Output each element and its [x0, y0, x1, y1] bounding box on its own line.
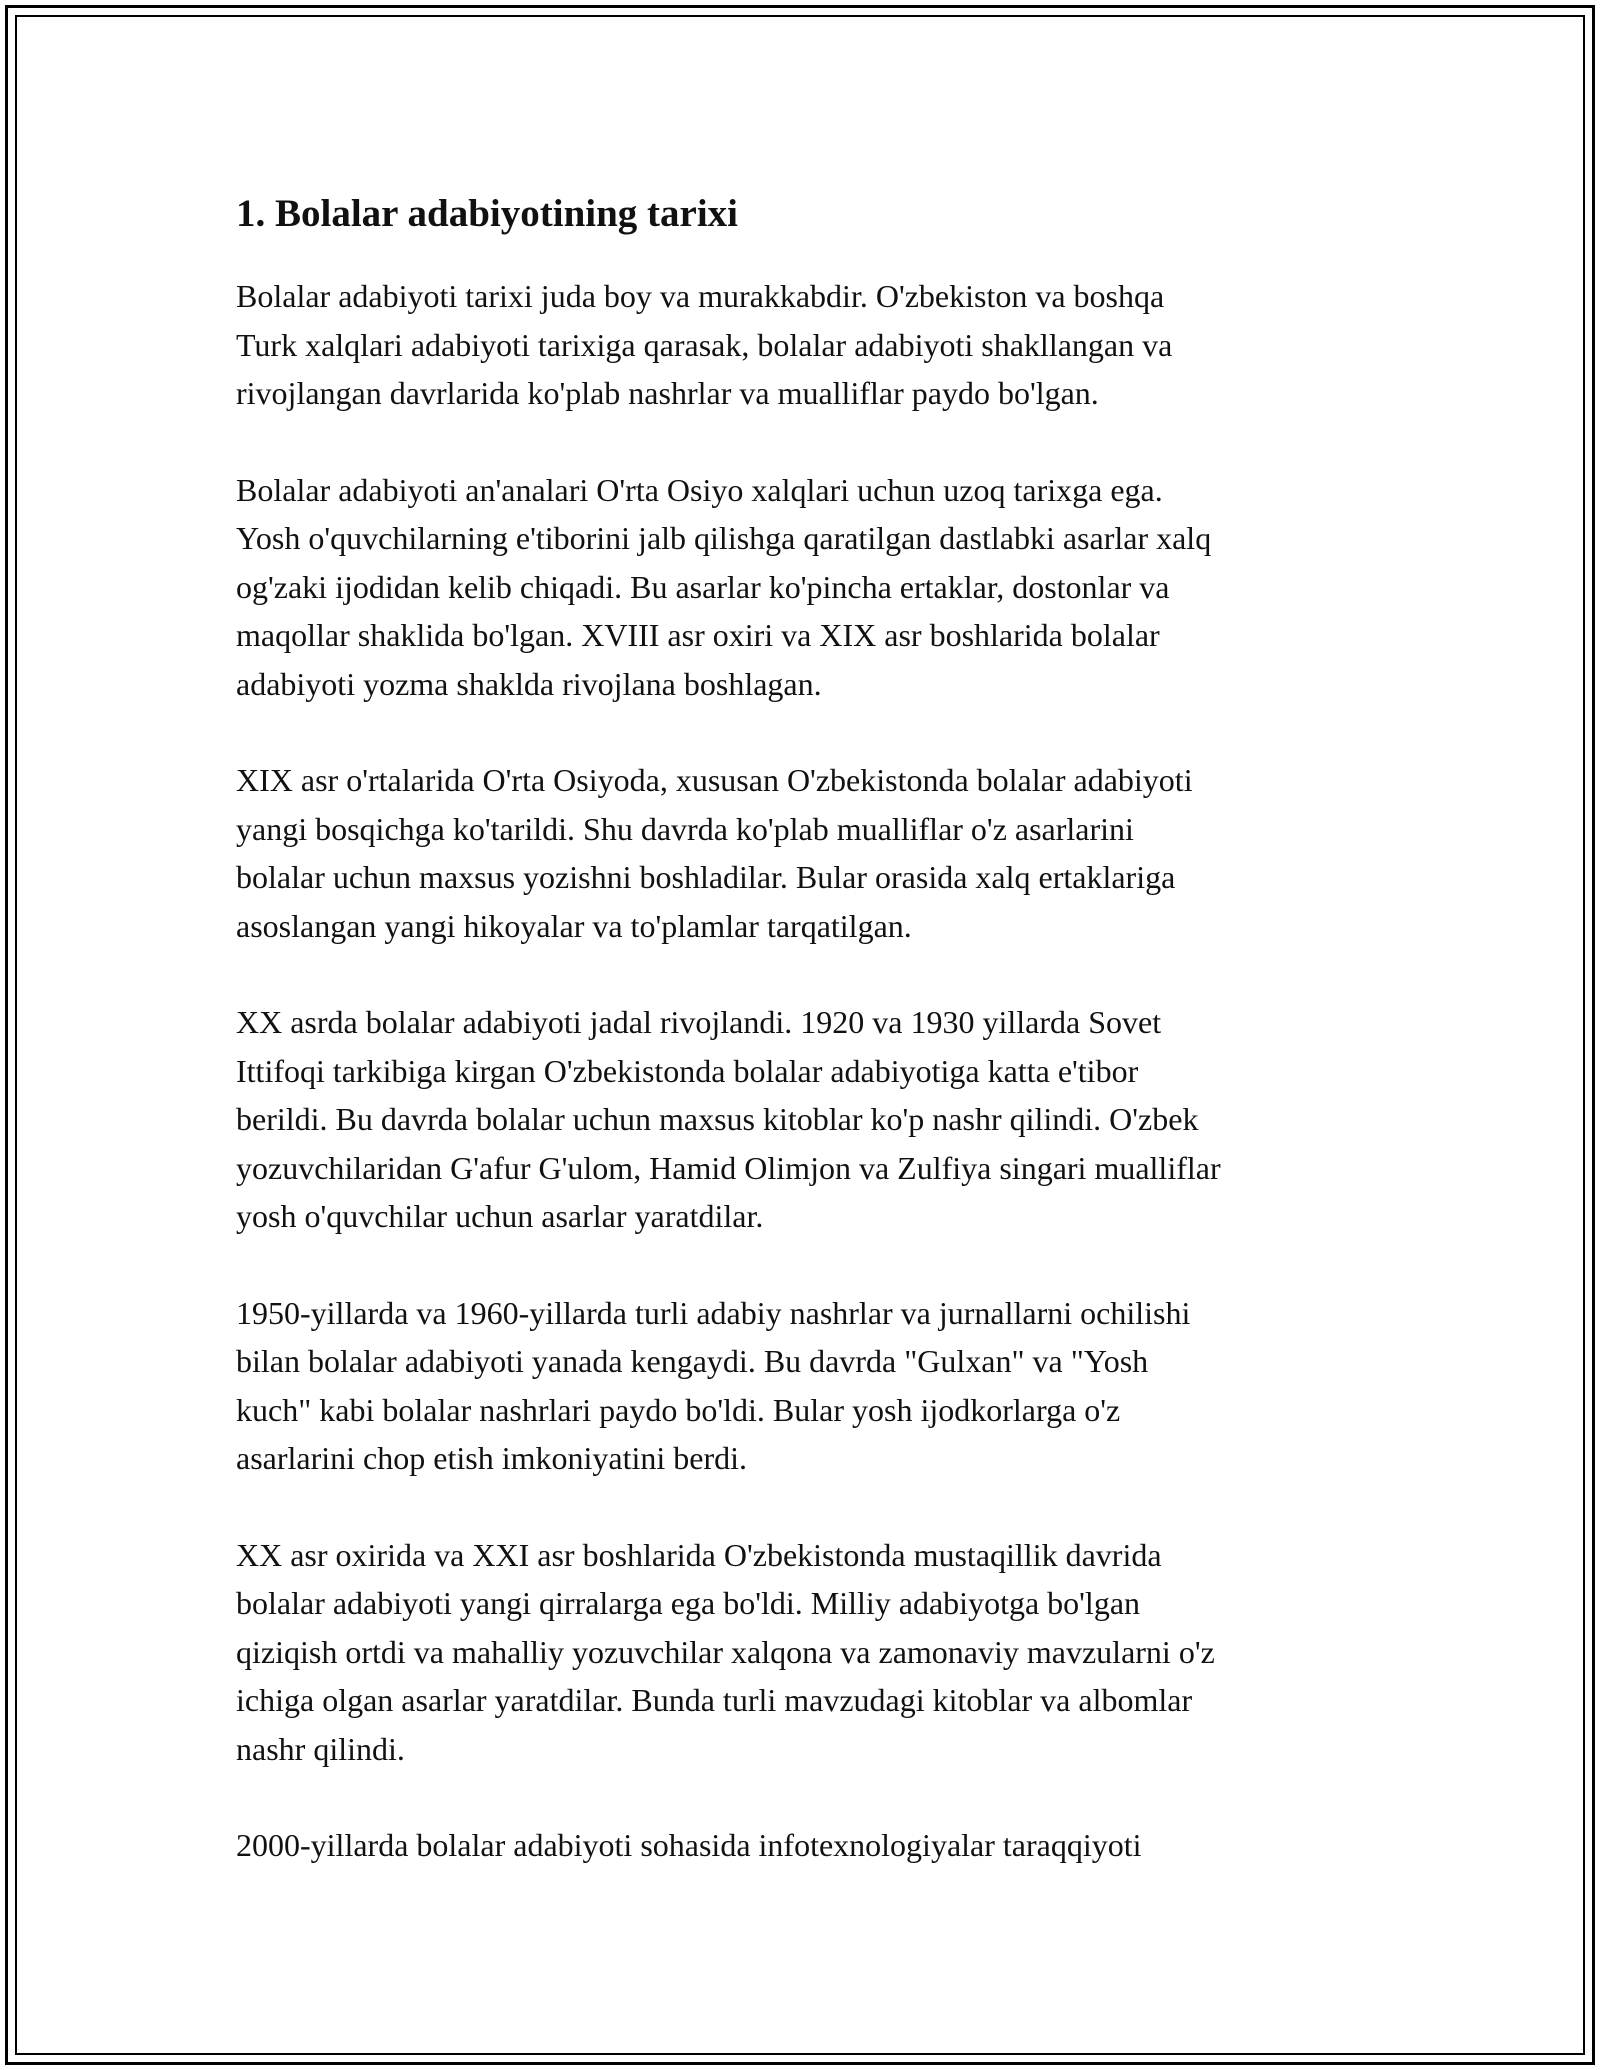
paragraph-line: berildi. Bu davrda bolalar uchun maxsus kitoblar ko'p nashr qilindi. O'zbek	[236, 1101, 1199, 1137]
paragraph	[236, 756, 1386, 950]
paragraph-line: XX asr oxirida va XXI asr boshlarida O'zbekistonda mustaqillik davrida	[236, 1536, 1162, 1573]
paragraph-line: kuch" kabi bolalar nashrlari paydo bo'ldi. Bular yosh ijodkorlarga o'z	[236, 1391, 1121, 1428]
paragraph-line: rivojlangan davrlarida ko'plab nashrlar va mualliflar paydo bo'lgan.	[236, 375, 1099, 411]
paragraph-line: bolalar uchun maxsus yozishni boshladilar. Bular orasida xalq ertaklariga	[236, 859, 1176, 895]
section-heading: 1. Bolalar adabiyotining tarixi	[236, 192, 739, 235]
paragraph-line: bilan bolalar adabiyoti yanada kengaydi. Bu davrda "Gulxan" va "Yosh	[236, 1343, 1149, 1379]
document-body	[236, 186, 1386, 1918]
paragraph-line: XX asrda bolalar adabiyoti jadal rivojlandi. 1920 va 1930 yillarda Sovet	[236, 1004, 1162, 1040]
paragraph	[236, 998, 1386, 1241]
paragraph-line: qiziqish ortdi va mahalliy yozuvchilar xalqona va zamonaviy mavzularni o'z	[236, 1633, 1215, 1670]
paragraph-line: Bolalar adabiyoti an'analari O'rta Osiyo xalqlari uchun uzoq tarixga ega.	[236, 471, 1163, 508]
paragraph-line: 1950-yillarda va 1960-yillarda turli adabiy nashrlar va jurnallarni ochilishi	[236, 1294, 1191, 1331]
paragraph-line: Yosh o'quvchilarning e'tiborini jalb qilishga qaratilgan dastlabki asarlar xalq	[236, 520, 1212, 556]
paragraph-line: nashr qilindi.	[236, 1730, 405, 1767]
paragraph	[236, 1821, 1386, 1870]
paragraph	[236, 1531, 1386, 1774]
paragraph-line: bolalar adabiyoti yangi qirralarga ega bo'ldi. Milliy adabiyotga bo'lgan	[236, 1585, 1141, 1621]
paragraph-line: yangi bosqichga ko'tarildi. Shu davrda ko'plab mualliflar o'z asarlarini	[236, 810, 1134, 847]
paragraph	[236, 466, 1386, 709]
paragraph-line: asarlarini chop etish imkoniyatini berdi.	[236, 1440, 747, 1476]
paragraph-line: Turk xalqlari adabiyoti tarixiga qarasak, bolalar adabiyoti shakllangan va	[236, 326, 1173, 363]
paragraph-line: Ittifoqi tarkibiga kirgan O'zbekistonda bolalar adabiyotiga katta e'tibor	[236, 1052, 1139, 1089]
paragraph-line: XIX asr o'rtalarida O'rta Osiyoda, xususan O'zbekistonda bolalar adabiyoti	[236, 762, 1193, 798]
paragraph	[236, 272, 1386, 418]
paragraph	[236, 1289, 1386, 1483]
paragraph-list	[236, 272, 1386, 1870]
paragraph-line: Bolalar adabiyoti tarixi juda boy va murakkabdir. O'zbekiston va boshqa	[236, 278, 1165, 314]
paragraph-line: 2000-yillarda bolalar adabiyoti sohasida infotexnologiyalar taraqqiyoti	[236, 1827, 1142, 1863]
paragraph-line: og'zaki ijodidan kelib chiqadi. Bu asarlar ko'pincha ertaklar, dostonlar va	[236, 568, 1170, 605]
paragraph-line: yosh o'quvchilar uchun asarlar yaratdilar.	[236, 1198, 764, 1234]
paragraph-line: asoslangan yangi hikoyalar va to'plamlar tarqatilgan.	[236, 907, 912, 944]
paragraph-line: maqollar shaklida bo'lgan. XVIII asr oxiri va XIX asr boshlarida bolalar	[236, 617, 1160, 653]
paragraph-line: ichiga olgan asarlar yaratdilar. Bunda turli mavzudagi kitoblar va albomlar	[236, 1682, 1193, 1718]
paragraph-line: yozuvchilaridan G'afur G'ulom, Hamid Olimjon va Zulfiya singari mualliflar	[236, 1149, 1221, 1186]
paragraph-line: adabiyoti yozma shaklda rivojlana boshlagan.	[236, 665, 822, 702]
